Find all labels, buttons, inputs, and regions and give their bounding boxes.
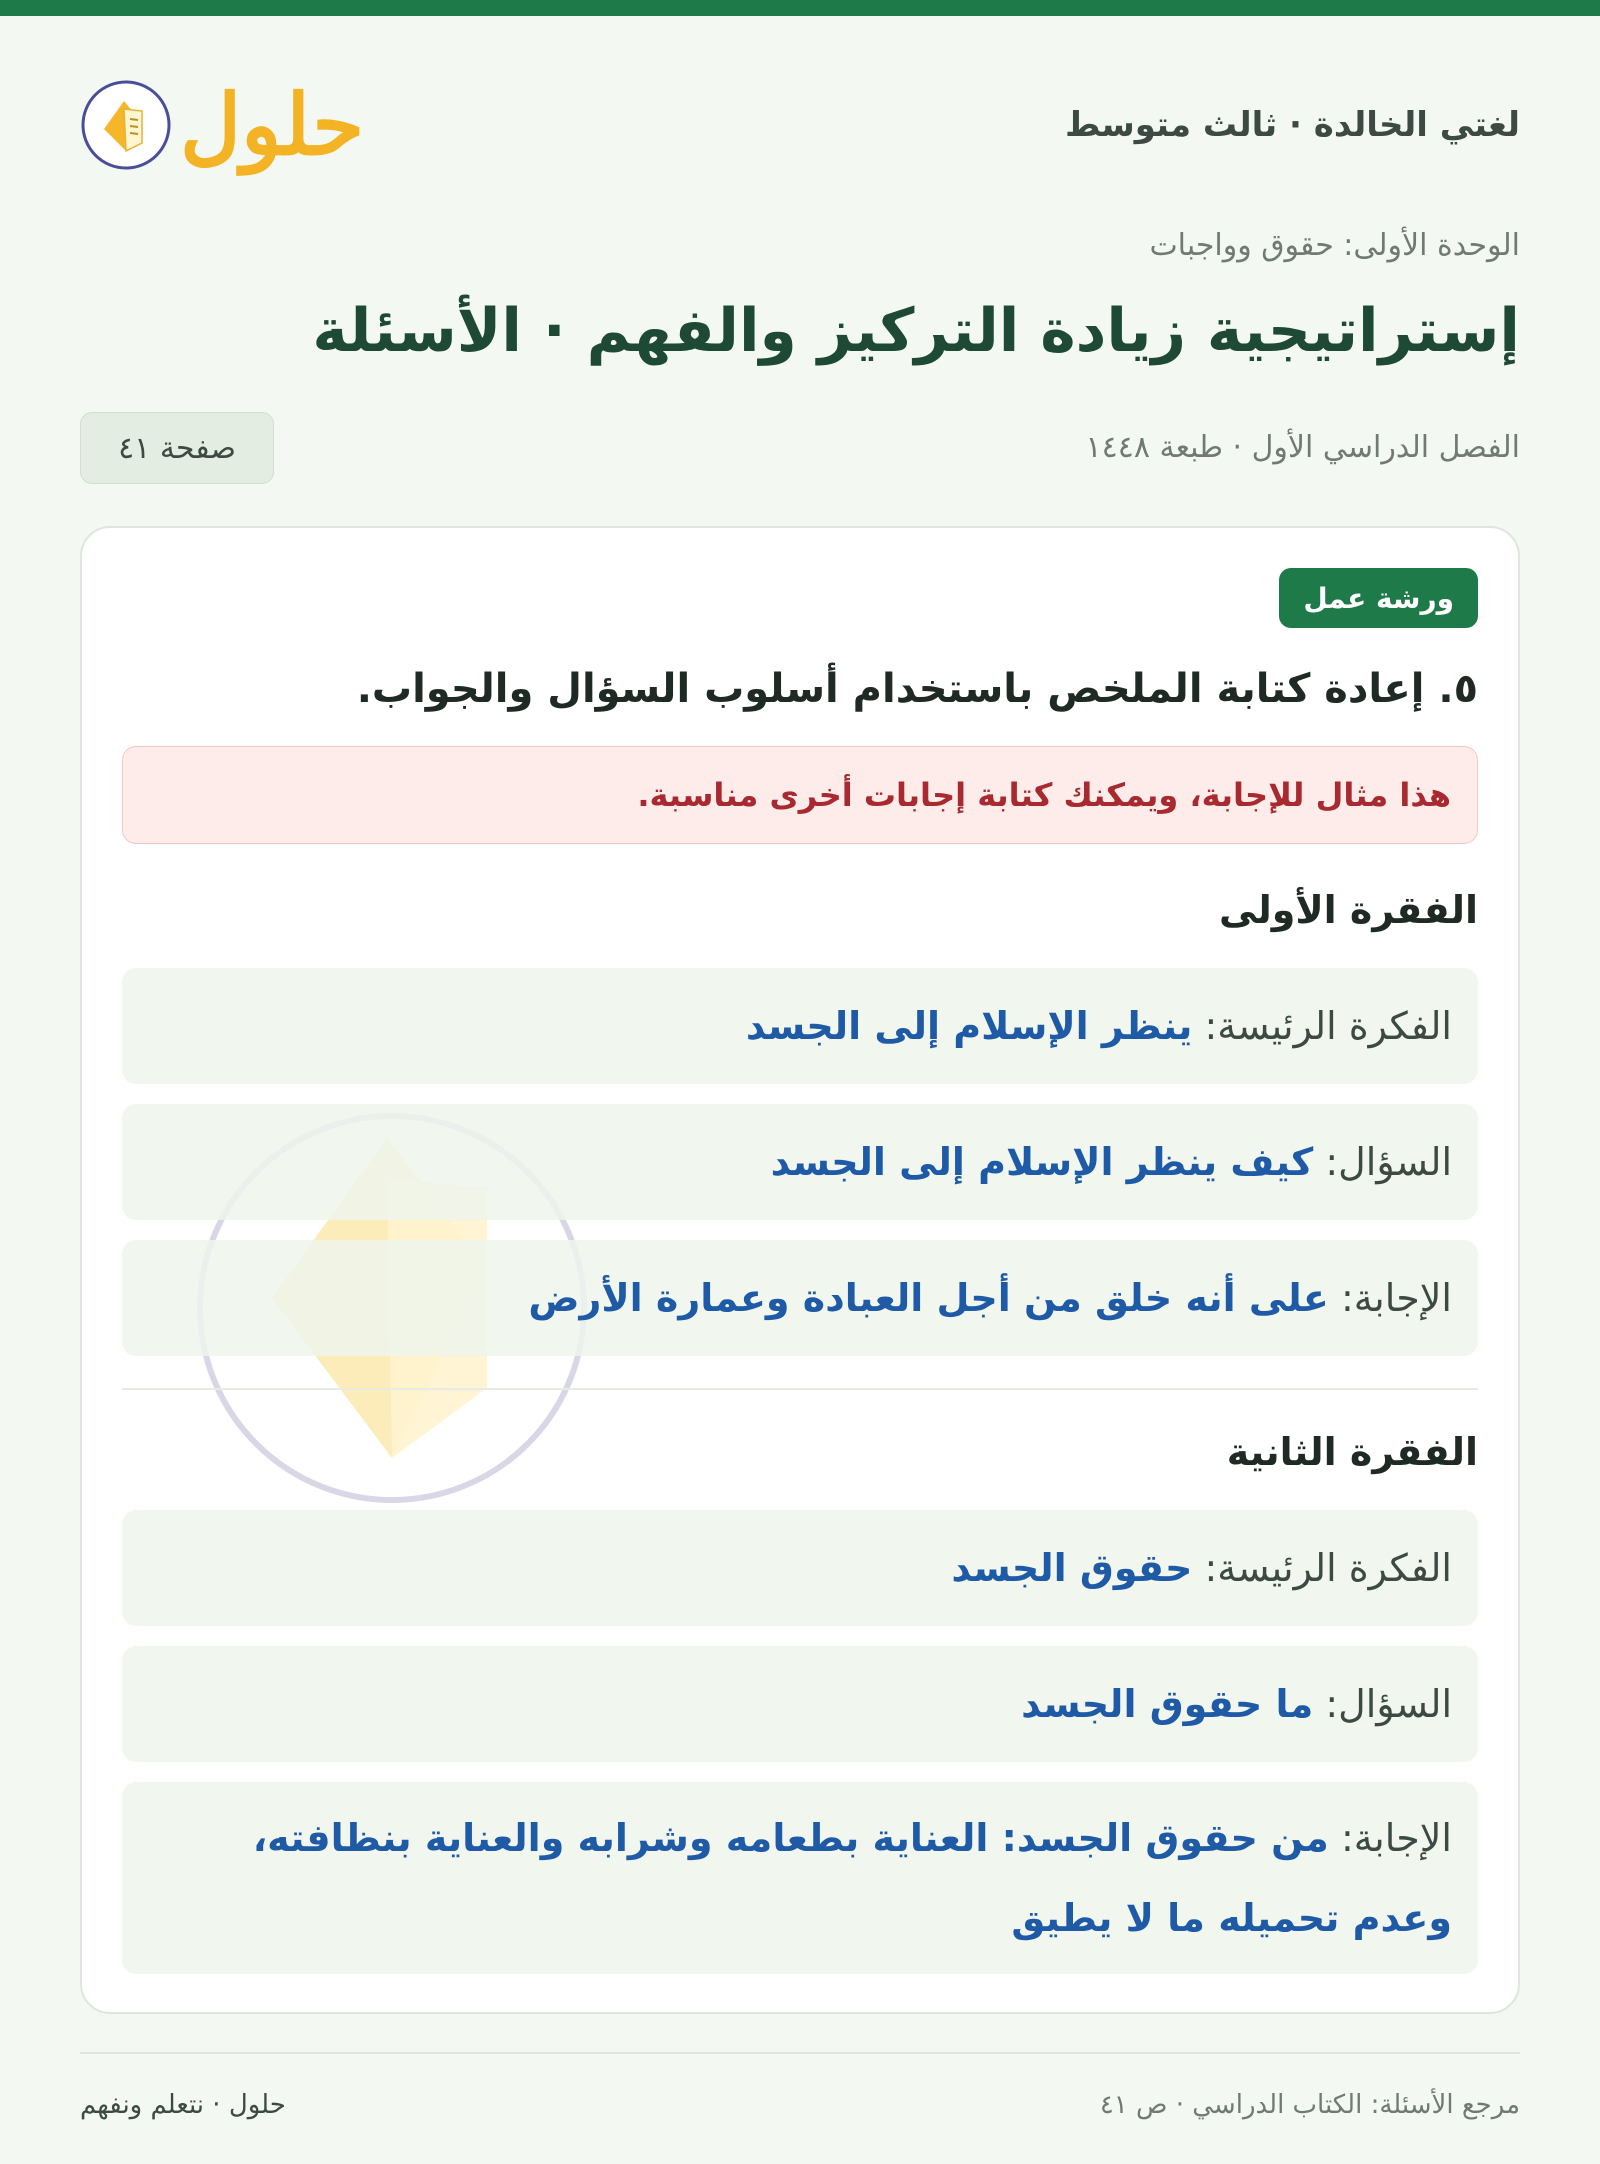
row-text (148, 1798, 1452, 1958)
top-accent-stripe (0, 0, 1600, 16)
answer-row-1 (122, 1240, 1478, 1356)
course-title: لغتي الخالدة · ثالث متوسط (1064, 105, 1520, 145)
row-value: ما حقوق الجسد (1021, 1682, 1314, 1726)
row-value: ينظر الإسلام إلى الجسد (745, 1004, 1193, 1048)
unit-label: الوحدة الأولى: حقوق وواجبات (1149, 228, 1520, 263)
section-title-1: الفقرة الأولى (1219, 888, 1478, 932)
question-card (80, 526, 1520, 2014)
book-logo-icon (80, 79, 172, 171)
example-note: هذا مثال للإجابة، ويمكنك كتابة إجابات أخرى مناسبة. (122, 746, 1478, 844)
page-number-badge: صفحة ٤١ (80, 412, 274, 484)
question-text: ٥. إعادة كتابة الملخص باستخدام أسلوب السؤال والجواب. (356, 666, 1478, 712)
row-label: الفكرة الرئيسة: (1204, 1004, 1452, 1048)
workshop-tag: ورشة عمل (1279, 568, 1478, 628)
row-label: الإجابة: (1340, 1276, 1452, 1320)
semester-label: الفصل الدراسي الأول · طبعة ١٤٤٨ (1085, 430, 1520, 465)
row-label: السؤال: (1325, 1682, 1452, 1726)
logo-wordmark: حلول (180, 75, 365, 174)
row-label: السؤال: (1325, 1140, 1452, 1184)
row-label: الفكرة الرئيسة: (1204, 1546, 1452, 1590)
hulul-logo[interactable] (80, 75, 365, 174)
question-row-1 (122, 1104, 1478, 1220)
page-header (80, 60, 1520, 190)
section-divider (122, 1388, 1478, 1390)
footer-brand: حلول · نتعلم ونفهم (80, 2090, 286, 2120)
page-title: إستراتيجية زيادة التركيز والفهم · الأسئلة (312, 296, 1520, 366)
footer-divider (80, 2052, 1520, 2054)
footer-reference: مرجع الأسئلة: الكتاب الدراسي · ص ٤١ (1099, 2090, 1520, 2120)
answer-row-2 (122, 1782, 1478, 1974)
row-value: حقوق الجسد (951, 1546, 1193, 1590)
row-label: الإجابة: (1340, 1816, 1452, 1860)
question-row-2 (122, 1646, 1478, 1762)
main-idea-row-1 (122, 968, 1478, 1084)
row-value: من حقوق الجسد: العناية بطعامه وشرابه والعناية بنظافته، وعدم تحميله ما لا يطيق (252, 1816, 1452, 1940)
row-value: كيف ينظر الإسلام إلى الجسد (770, 1140, 1314, 1184)
main-idea-row-2 (122, 1510, 1478, 1626)
row-value: على أنه خلق من أجل العبادة وعمارة الأرض (528, 1276, 1329, 1320)
section-title-2: الفقرة الثانية (1226, 1430, 1478, 1474)
